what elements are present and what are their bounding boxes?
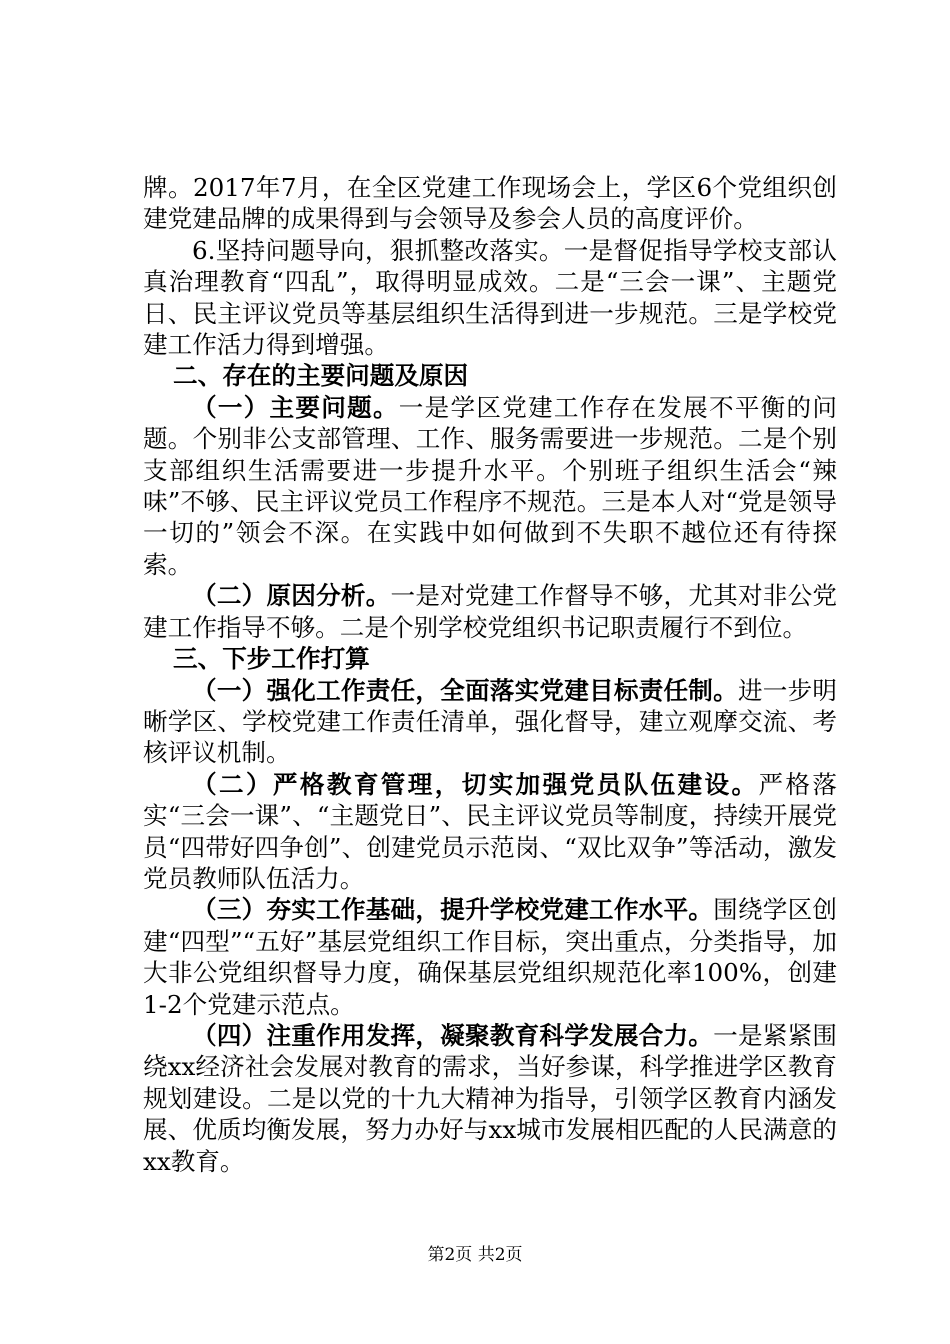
section-heading-problems: 二、存在的主要问题及原因	[173, 361, 469, 391]
paragraph-cause-analysis: （二）原因分析。一是对党建工作督导不够，尤其对非公党建工作指导不够。二是个别学校党组织书记职责履行不到位。	[143, 581, 837, 642]
section-heading-next-steps: 三、下步工作打算	[173, 644, 370, 674]
paragraph-continuation: 牌。2017年7月，在全区党建工作现场会上，学区6个党组织创建党建品牌的成果得到与会领导及参会人员的高度评价。	[143, 173, 837, 234]
paragraph-main-problems: （一）主要问题。一是学区党建工作存在发展不平衡的问题。个别非公支部管理、工作、服务需要进一步规范。二是个别支部组织生活需要进一步提升水平。个别班子组织生活会“辣味”不够、民主评议党员工作程序不规范。三是本人对“党是领导一切的”领会不深。在实践中如何做到不失职不越位还有待探索。	[143, 392, 837, 579]
paragraph-step-4: （四）注重作用发挥，凝聚教育科学发展合力。一是紧紧围绕xx经济社会发展对教育的需求，当好参谋，科学推进学区教育规划建设。二是以党的十九大精神为指导，引领学区教育内涵发展、优质均衡发展，努力办好与xx城市发展相匹配的人民满意的xx教育。	[143, 1020, 837, 1176]
paragraph-item-6: 6.坚持问题导向，狠抓整改落实。一是督促指导学校支部认真治理教育“四乱”，取得明显成效。二是“三会一课”、主题党日、民主评议党员等基层组织生活得到进一步规范。三是学校党建工作活力得到增强。	[143, 235, 837, 360]
document-body	[143, 172, 837, 1177]
paragraph-step-1: （一）强化工作责任，全面落实党建目标责任制。进一步明晰学区、学校党建工作责任清单，强化督导，建立观摩交流、考核评议机制。	[143, 675, 837, 768]
page-footer: 第2页 共2页	[427, 1245, 523, 1265]
paragraph-step-3: （三）夯实工作基础，提升学校党建工作水平。围绕学区创建“四型”“五好”基层党组织工作目标，突出重点，分类指导，加大非公党组织督导力度，确保基层党组织规范化率100%，创建1-2个党建示范点。	[143, 895, 837, 1019]
paragraph-step-2: （二）严格教育管理，切实加强党员队伍建设。严格落实“三会一课”、“主题党日”、民主评议党员等制度，持续开展党员“四带好四争创”、创建党员示范岗、“双比双争”等活动，激发党员教师队伍活力。	[143, 769, 837, 893]
